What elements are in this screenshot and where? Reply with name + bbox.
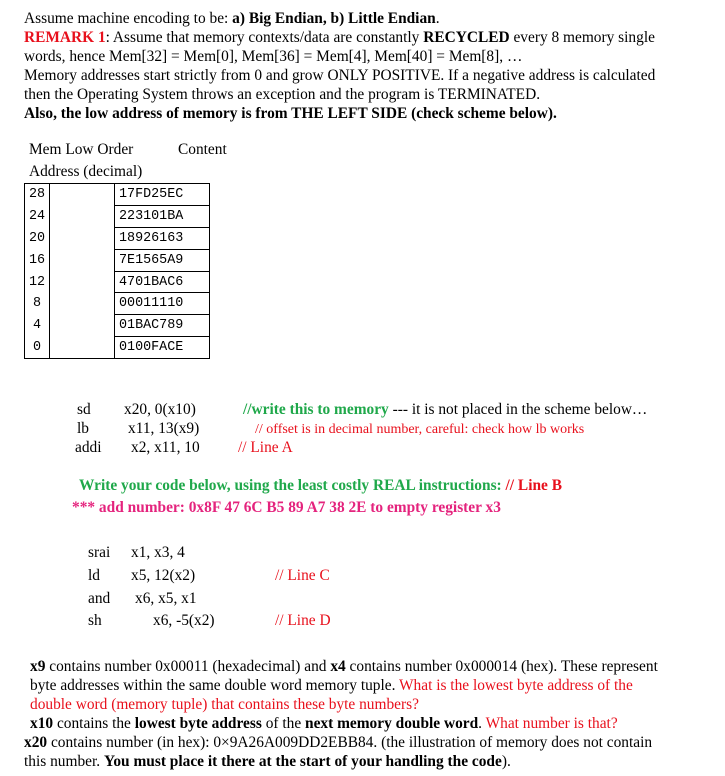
code2-op-1: srai (88, 544, 111, 561)
question-1: What is the lowest byte address of the (399, 677, 633, 694)
table-spacer (50, 315, 115, 337)
table-row (25, 337, 210, 359)
table-row (25, 205, 210, 227)
code1-op-3: addi (75, 439, 102, 456)
intro-line-6: Also, the low address of memory is from THE LEFT SIDE (check scheme below). (24, 105, 557, 122)
mem-content: 18926163 (115, 227, 210, 249)
footer-text: of the (261, 715, 306, 732)
footer-line-6 (24, 752, 714, 771)
code2-comment-4: // Line D (275, 612, 331, 629)
code2-args-1: x1, x3, 4 (131, 544, 185, 561)
intro-text: . (435, 10, 440, 27)
reg-x4: x4 (330, 658, 346, 675)
comment-text: --- it is not placed in the scheme below… (388, 401, 648, 418)
footer-text: this number. (24, 753, 104, 770)
code1-op-2: lb (77, 420, 89, 437)
mem-content: 223101BA (115, 205, 210, 227)
table-row (25, 293, 210, 315)
footer-line-1 (30, 657, 720, 676)
code2-args-3: x6, x5, x1 (135, 590, 197, 607)
mem-content: 0100FACE (115, 337, 210, 359)
table-row (25, 227, 210, 249)
remark-line (24, 28, 714, 47)
footer-text: contains number (in hex): 0×9A26A009DD2EBB84. (the illustration of memory does not contain (47, 734, 653, 751)
task-instruction: Write your code below, using the least costly REAL instructions: (79, 477, 502, 494)
remark-text: every 8 memory single (509, 29, 655, 46)
question-2: What number is that? (485, 715, 618, 732)
add-number-line: *** add number: 0x8F 47 6C B5 89 A7 38 2E to empty register x3 (72, 499, 501, 516)
table-spacer (50, 293, 115, 315)
code1-args-1: x20, 0(x10) (124, 401, 196, 418)
table-spacer (50, 227, 115, 249)
mem-content: 00011110 (115, 293, 210, 315)
header-content: Content (178, 141, 227, 158)
remark-label: REMARK 1 (24, 29, 106, 46)
intro-line-4: Memory addresses start strictly from 0 and grow ONLY POSITIVE. If a negative address is calculated (24, 67, 656, 84)
footer-line-5 (24, 733, 714, 752)
intro-line-1 (24, 9, 714, 28)
code2-op-2: ld (88, 567, 100, 584)
footer-text: contains the (53, 715, 135, 732)
line-b-label: // Line B (501, 477, 562, 494)
header-addr-line2: Address (decimal) (29, 163, 143, 180)
mem-content: 7E1565A9 (115, 249, 210, 271)
code1-args-3: x2, x11, 10 (131, 439, 200, 456)
mem-address: 20 (25, 227, 50, 249)
mem-content: 01BAC789 (115, 315, 210, 337)
footer-line-4 (30, 714, 720, 733)
mem-address: 24 (25, 205, 50, 227)
footer-line-3: double word (memory tuple) that contains these byte numbers? (30, 696, 419, 713)
table-spacer (50, 205, 115, 227)
table-spacer (50, 271, 115, 293)
reg-x9: x9 (30, 658, 46, 675)
code1-comment-3: // Line A (238, 439, 293, 456)
mem-address: 16 (25, 249, 50, 271)
endian-options: a) Big Endian, b) Little Endian (232, 10, 436, 27)
footer-emphasis: You must place it there at the start of your handling the code (103, 753, 502, 770)
write-memory-note: //write this to memory (243, 401, 389, 418)
header-addr-line1: Mem Low Order (29, 141, 134, 158)
mem-address: 28 (25, 184, 50, 206)
mem-content: 17FD25EC (115, 184, 210, 206)
intro-line-5: then the Operating System throws an exception and the program is TERMINATED. (24, 86, 541, 103)
task-line (79, 476, 562, 495)
code1-comment-2: // offset is in decimal number, careful: check how lb works (255, 422, 585, 437)
table-spacer (50, 337, 115, 359)
footer-emphasis: next memory double word (305, 715, 479, 732)
footer-text: . (478, 715, 486, 732)
reg-x20: x20 (24, 734, 48, 751)
code1-args-2: x11, 13(x9) (128, 420, 200, 437)
footer-line-2 (30, 676, 720, 695)
code2-op-3: and (88, 590, 111, 607)
code1-op-1: sd (77, 401, 91, 418)
mem-address: 0 (25, 337, 50, 359)
footer-text: ). (501, 753, 511, 770)
intro-line-3: words, hence Mem[32] = Mem[0], Mem[36] = Mem[4], Mem[40] = Mem[8], … (24, 48, 523, 65)
table-row (25, 249, 210, 271)
code2-args-4: x6, -5(x2) (153, 612, 215, 629)
footer-text: byte addresses within the same double word memory tuple. (30, 677, 400, 694)
code2-op-4: sh (88, 612, 102, 629)
table-spacer (50, 184, 115, 206)
mem-address: 4 (25, 315, 50, 337)
footer-text: contains number 0x00011 (hexadecimal) and (45, 658, 331, 675)
code1-comment-1 (243, 400, 647, 419)
mem-content: 4701BAC6 (115, 271, 210, 293)
memory-table (24, 183, 210, 359)
mem-address: 8 (25, 293, 50, 315)
footer-emphasis: lowest byte address (134, 715, 262, 732)
table-row (25, 271, 210, 293)
footer-text: contains number 0x000014 (hex). These represent (345, 658, 658, 675)
intro-text: Assume machine encoding to be: (24, 10, 233, 27)
reg-x10: x10 (30, 715, 54, 732)
remark-text: : Assume that memory contexts/data are constantly (105, 29, 424, 46)
table-spacer (50, 249, 115, 271)
code2-args-2: x5, 12(x2) (131, 567, 196, 584)
mem-address: 12 (25, 271, 50, 293)
recycled-keyword: RECYCLED (423, 29, 510, 46)
code2-comment-2: // Line C (275, 567, 330, 584)
table-row (25, 315, 210, 337)
table-row (25, 184, 210, 206)
